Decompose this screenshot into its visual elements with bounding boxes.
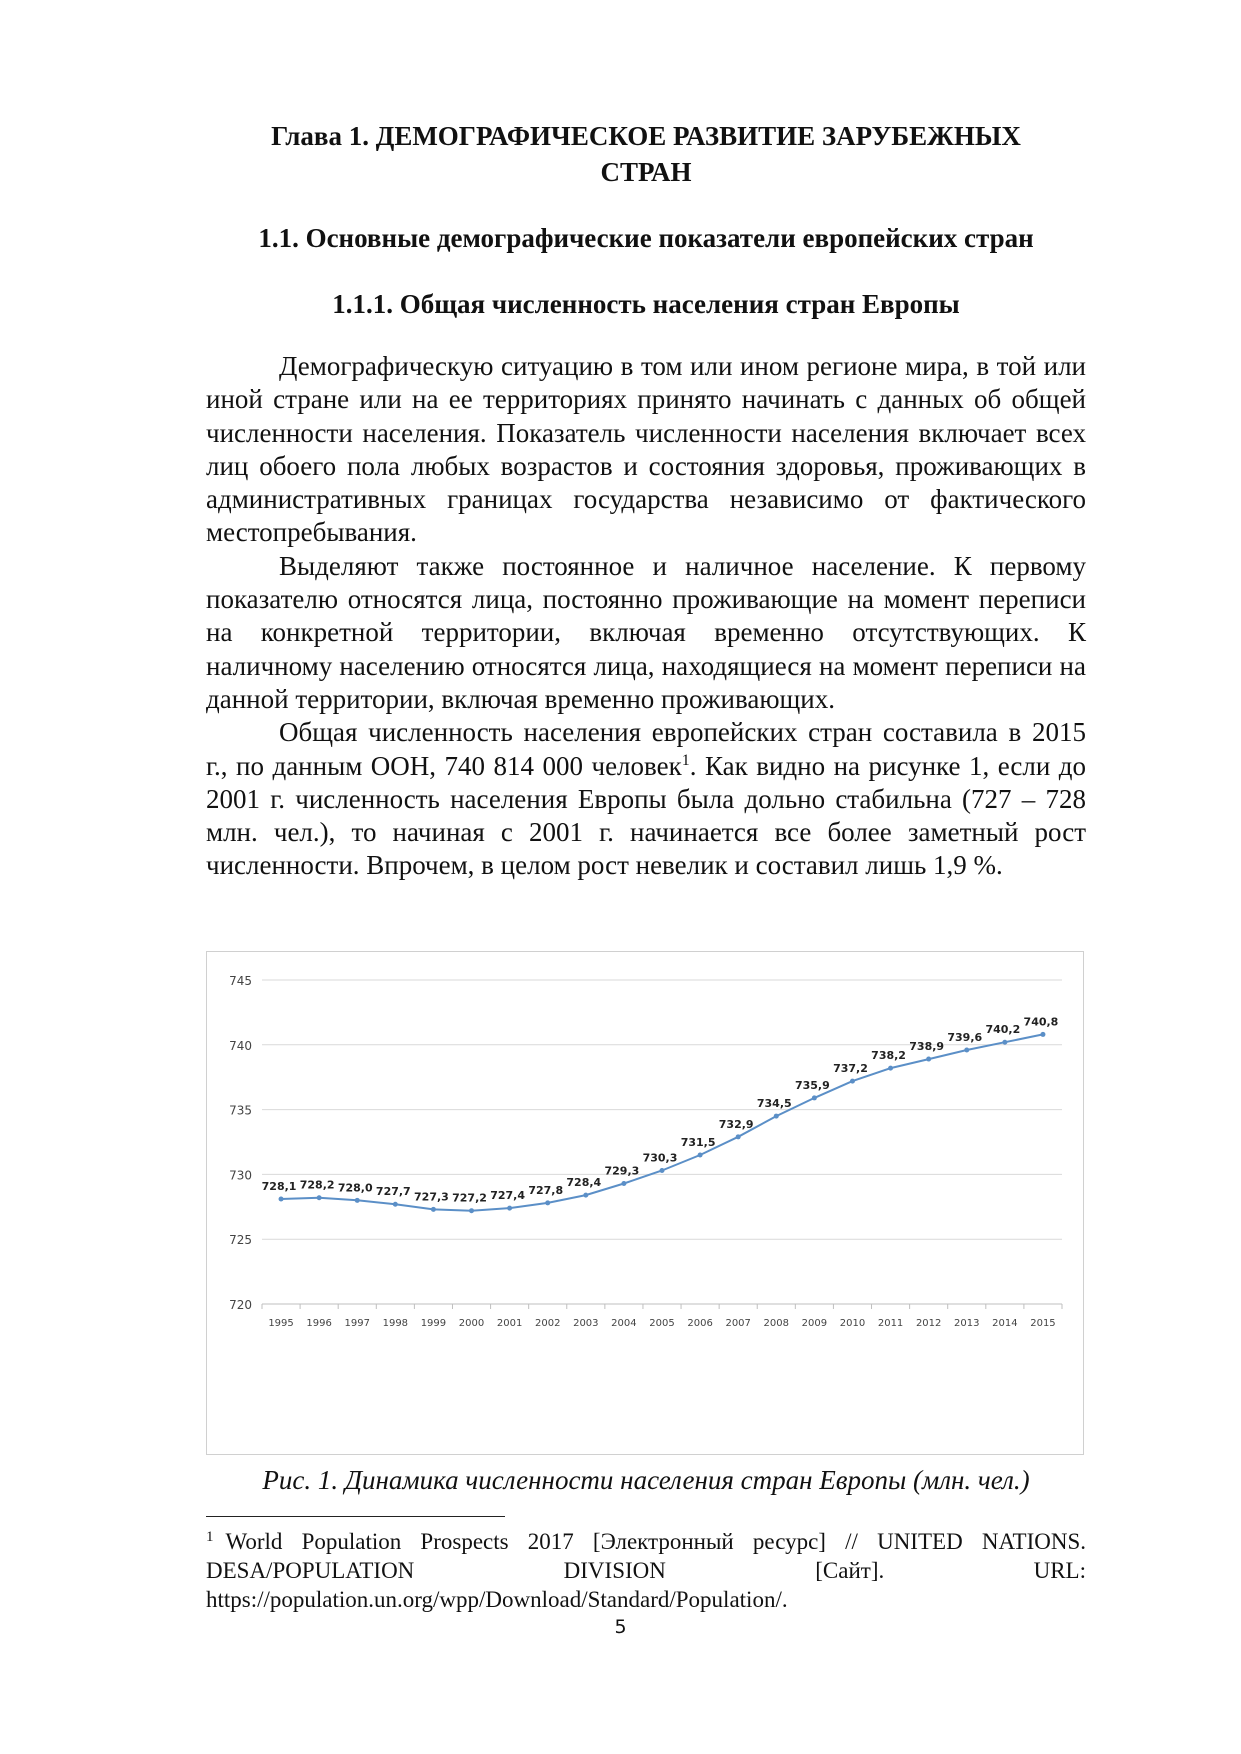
x-tick-label-2000: 2000 xyxy=(458,1318,485,1329)
data-label-2011: 738,2 xyxy=(871,1049,906,1063)
section-title: 1.1. Основные демографические показатели европейских стран xyxy=(258,223,1034,253)
data-label-2006: 731,5 xyxy=(680,1135,716,1149)
footnote-line-1-text: World Population Prospects 2017 [Электронный ресурс] // UNITED NATIONS. xyxy=(225,1529,1086,1554)
data-label-2007: 732,9 xyxy=(718,1117,754,1131)
data-label-2015: 740,8 xyxy=(1023,1015,1059,1029)
data-point-1996 xyxy=(317,1195,322,1200)
paragraph-3-text-a: Общая численность населения европейских стран составила в 2015 г., по данным ООН, 740 814 000 человек xyxy=(206,717,1086,781)
y-tick-label: 735 xyxy=(229,1103,252,1118)
paragraph-3 xyxy=(206,716,1086,882)
body-text xyxy=(206,350,1086,883)
data-label-2001: 727,4 xyxy=(490,1189,526,1203)
footnote-line-2: DESA/POPULATION DIVISION [Сайт]. URL: xyxy=(206,1558,1086,1583)
data-point-2003 xyxy=(583,1193,588,1198)
x-tick-label-1998: 1998 xyxy=(382,1318,409,1329)
footnote-url[interactable]: https://population.un.org/wpp/Download/Standard/Population/. xyxy=(206,1587,788,1612)
data-label-2005: 730,3 xyxy=(642,1151,678,1165)
data-label-2014: 740,2 xyxy=(985,1023,1021,1037)
data-label-2003: 728,4 xyxy=(566,1176,602,1190)
footnote xyxy=(206,1527,1086,1614)
x-tick-label-2012: 2012 xyxy=(915,1318,942,1329)
data-label-2000: 727,2 xyxy=(452,1191,487,1205)
x-tick-label-2014: 2014 xyxy=(992,1318,1018,1329)
subsection-title: 1.1.1. Общая численность населения стран Европы xyxy=(332,289,960,319)
data-point-2009 xyxy=(812,1095,817,1100)
footnote-line-1 xyxy=(206,1527,1086,1556)
data-point-2014 xyxy=(1002,1040,1007,1045)
x-tick-label-2011: 2011 xyxy=(877,1318,904,1329)
x-tick-label-2002: 2002 xyxy=(534,1318,561,1329)
x-tick-label-2003: 2003 xyxy=(573,1318,599,1329)
x-tick-label-2015: 2015 xyxy=(1030,1318,1056,1329)
data-label-1996: 728,2 xyxy=(299,1178,335,1192)
footnote-marker: 1 xyxy=(206,1529,214,1545)
data-label-1995: 728,1 xyxy=(261,1180,297,1194)
x-tick-label-2001: 2001 xyxy=(496,1318,523,1329)
population-chart xyxy=(206,951,1084,1455)
y-tick-label: 730 xyxy=(229,1168,252,1183)
data-point-2012 xyxy=(926,1057,931,1062)
data-point-1999 xyxy=(431,1207,436,1212)
page-number: 5 xyxy=(614,1616,627,1638)
footnote-separator xyxy=(206,1516,505,1517)
x-tick-label-1995: 1995 xyxy=(268,1318,294,1329)
data-point-2001 xyxy=(507,1206,512,1211)
x-tick-label-2006: 2006 xyxy=(687,1318,713,1329)
x-tick-label-1997: 1997 xyxy=(344,1318,370,1329)
data-point-2006 xyxy=(698,1152,703,1157)
x-tick-label-1996: 1996 xyxy=(306,1318,332,1329)
figure-caption: Рис. 1. Динамика численности населения стран Европы (млн. чел.) xyxy=(262,1465,1030,1495)
footnote-reference[interactable]: 1 xyxy=(681,751,690,769)
data-point-2004 xyxy=(621,1181,626,1186)
y-tick-label: 740 xyxy=(229,1038,252,1053)
y-tick-label: 720 xyxy=(229,1298,252,1312)
x-tick-label-1999: 1999 xyxy=(420,1318,447,1329)
chart-canvas xyxy=(207,952,1083,1454)
data-point-1995 xyxy=(279,1197,284,1202)
paragraph-3-text-b: . Как видно на рисунке 1, если до 2001 г. численность населения Европы была дольно стабильна (727 – 728 млн. чел.), то начиная с 2001 г. начинается все более заметный рост численности. Впрочем, в целом рост невелик и составил лишь 1,9 %. xyxy=(206,750,1086,881)
data-point-2015 xyxy=(1040,1032,1045,1037)
x-tick-label-2004: 2004 xyxy=(611,1318,637,1329)
data-point-2007 xyxy=(736,1134,741,1139)
data-point-1998 xyxy=(393,1202,398,1207)
data-point-2000 xyxy=(469,1208,474,1213)
data-label-1998: 727,7 xyxy=(375,1185,411,1199)
data-label-2004: 729,3 xyxy=(604,1164,640,1178)
data-label-2002: 727,8 xyxy=(528,1183,564,1197)
data-point-2013 xyxy=(964,1047,969,1052)
data-label-2010: 737,2 xyxy=(833,1062,868,1076)
data-point-2008 xyxy=(774,1114,779,1119)
chapter-title-line1: Глава 1. ДЕМОГРАФИЧЕСКОЕ РАЗВИТИЕ ЗАРУБЕЖНЫХ xyxy=(271,121,1021,151)
x-tick-label-2005: 2005 xyxy=(649,1318,675,1329)
data-point-2011 xyxy=(888,1066,893,1071)
data-label-2012: 738,9 xyxy=(909,1040,945,1054)
x-tick-label-2013: 2013 xyxy=(954,1318,980,1329)
y-tick-label: 745 xyxy=(229,974,252,988)
data-label-2009: 735,9 xyxy=(794,1078,830,1092)
chapter-title-line2: СТРАН xyxy=(600,157,692,187)
x-tick-label-2008: 2008 xyxy=(763,1318,790,1329)
x-tick-label-2009: 2009 xyxy=(801,1318,828,1329)
chapter-title xyxy=(206,118,1086,190)
data-label-2008: 734,5 xyxy=(756,1097,792,1111)
y-tick-label: 725 xyxy=(229,1233,252,1248)
paragraph-2: Выделяют также постоянное и наличное население. К первому показателю относятся лица, постоянно проживающие на момент переписи на конкретной территории, включая временно отсутствующих. К наличному населению относятся лица, находящиеся на момент переписи на данной территории, включая временно проживающих. xyxy=(206,550,1086,714)
data-point-2005 xyxy=(660,1168,665,1173)
data-point-2010 xyxy=(850,1079,855,1084)
data-label-2013: 739,6 xyxy=(947,1030,983,1044)
data-point-1997 xyxy=(355,1198,360,1203)
data-label-1997: 728,0 xyxy=(337,1181,373,1195)
x-tick-label-2010: 2010 xyxy=(839,1318,866,1329)
data-label-1999: 727,3 xyxy=(414,1190,449,1204)
data-point-2002 xyxy=(545,1200,550,1205)
paragraph-1: Демографическую ситуацию в том или ином регионе мира, в той или иной стране или на ее территориях принято начинать с данных об общей численности населения. Показатель численности населения включает всех лиц обоего пола любых возрастов и состояния здоровья, проживающих в административных границах государства независимо от фактического местопребывания. xyxy=(206,351,1086,548)
x-tick-label-2007: 2007 xyxy=(725,1318,751,1329)
